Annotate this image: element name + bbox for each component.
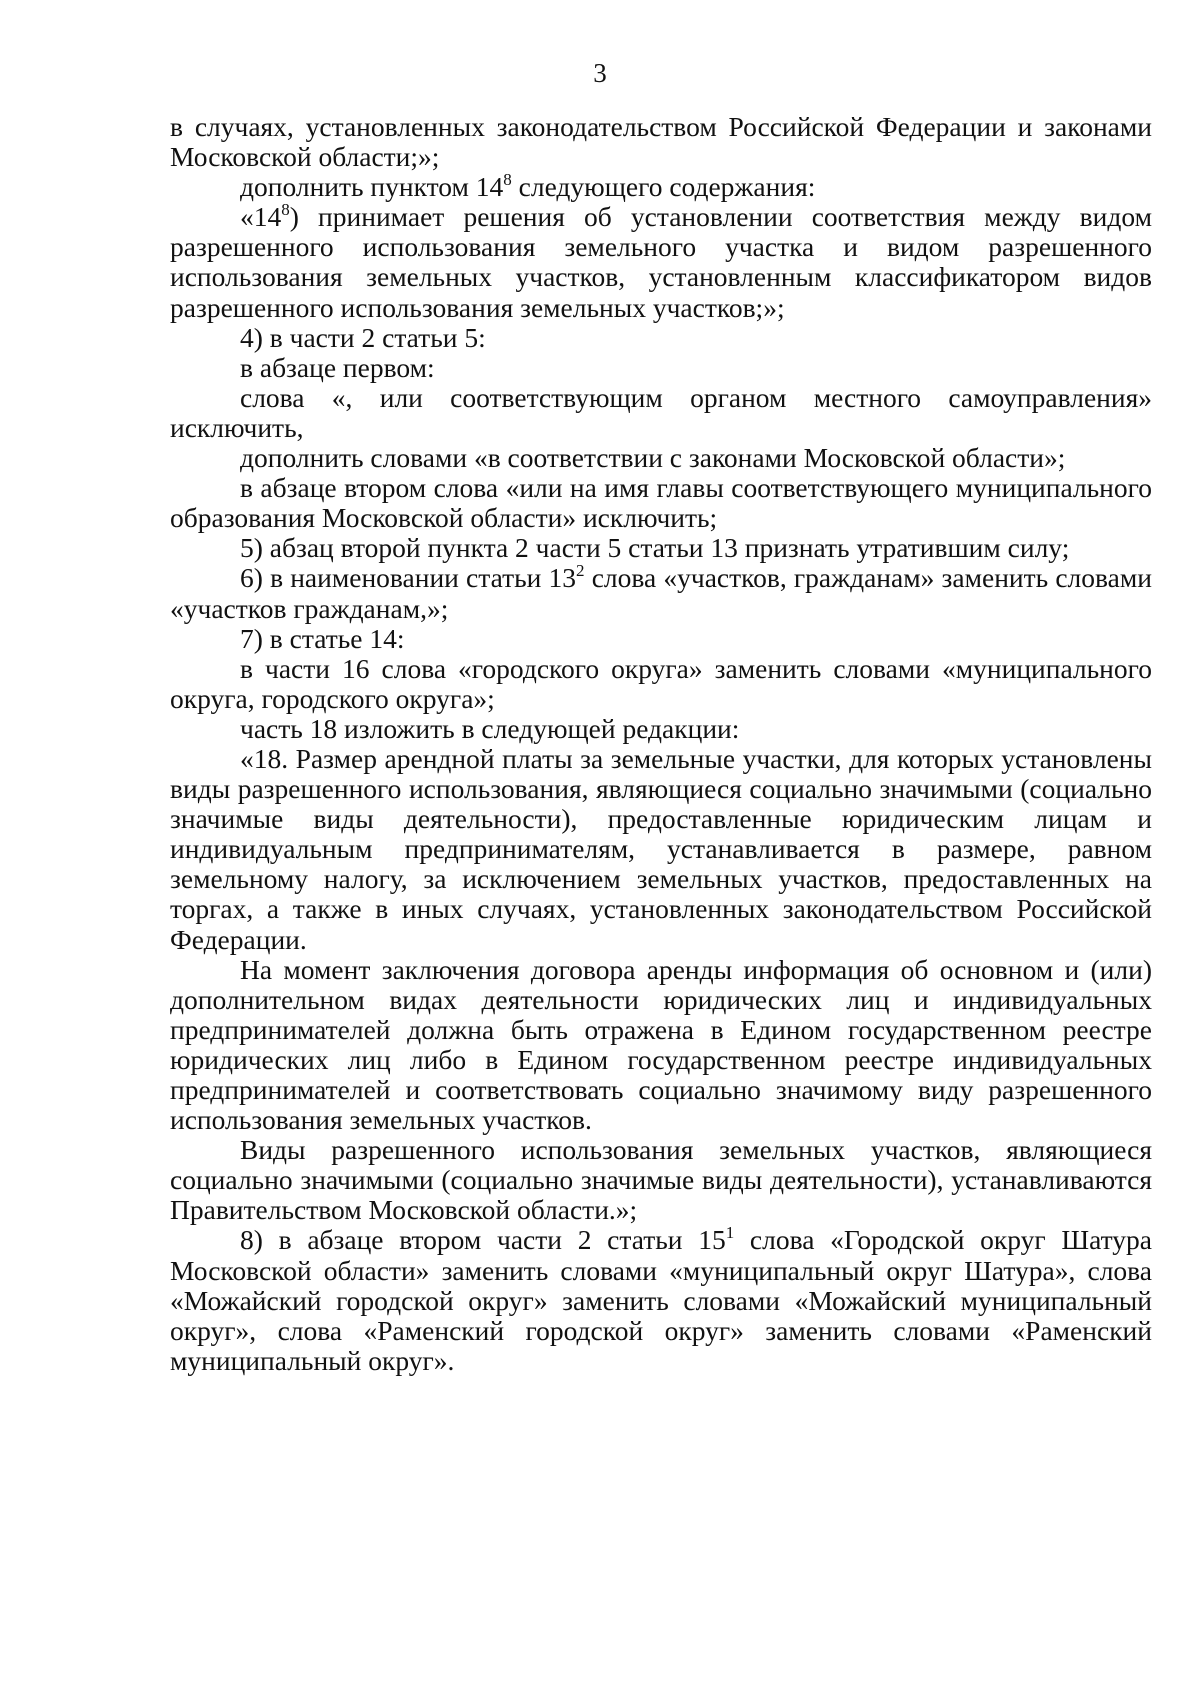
- paragraph: [170, 202, 1152, 322]
- paragraph-text: 6) в наименовании статьи 13: [240, 562, 577, 594]
- paragraph-text: На момент заключения договора аренды информация об основном и (или) дополнительном видах деятельности юридических лиц и индивидуальных предпринимателей должна быть отражена в Едином государственном реестре юридических лиц либо в Едином государственном реестре индивидуальных предпринимателей и соответствовать социально значимому виду разрешенного использования земельных участков.: [170, 953, 1152, 1136]
- paragraph-text: 5) абзац второй пункта 2 части 5 статьи 13 признать утратившим силу;: [240, 532, 1070, 564]
- paragraph-text: «18. Размер арендной платы за земельные участки, для которых установлены виды разрешенного использования, являющиеся социально значимыми (социально значимые виды деятельности), предоставленные юридическим лицам и индивидуальным предпринимателям, устанавливается в размере, равном земельному налогу, за исключением земельных участков, предоставленных на торгах, а также в иных случаях, установленных законодательством Российской Федерации.: [170, 742, 1152, 955]
- paragraph-text: Виды разрешенного использования земельных участков, являющиеся социально значимыми (социально значимые виды деятельности), устанавливаются Правительством Московской области.»;: [170, 1134, 1152, 1226]
- paragraph-text: дополнить пунктом 14: [240, 171, 504, 203]
- paragraph: [170, 1135, 1152, 1225]
- superscript: 8: [281, 200, 290, 220]
- paragraph: [170, 624, 1152, 654]
- superscript: 2: [576, 561, 585, 581]
- paragraph: [170, 654, 1152, 714]
- paragraph: [170, 383, 1152, 443]
- paragraph-text-after: следующего содержания:: [511, 171, 816, 203]
- paragraph: [170, 353, 1152, 383]
- paragraph: [170, 112, 1152, 172]
- paragraph: [170, 323, 1152, 353]
- paragraph: [170, 172, 1152, 202]
- paragraph: [170, 563, 1152, 623]
- paragraph-text: «14: [240, 201, 282, 233]
- paragraph-text: 7) в статье 14:: [240, 622, 405, 654]
- paragraph: [170, 955, 1152, 1136]
- paragraph-text: 8) в абзаце втором части 2 статьи 15: [240, 1224, 726, 1256]
- paragraph-text: 4) в части 2 статьи 5:: [240, 321, 486, 353]
- paragraph: [170, 533, 1152, 563]
- paragraph-text: в абзаце втором слова «или на имя главы соответствующего муниципального образования Московской области» исключить;: [170, 472, 1152, 534]
- paragraph: [170, 473, 1152, 533]
- paragraph-text: в части 16 слова «городского округа» заменить словами «муниципального округа, городского округа»;: [170, 652, 1152, 714]
- paragraph-text: в абзаце первом:: [240, 351, 435, 383]
- paragraph-text: в случаях, установленных законодательством Российской Федерации и законами Московской области;»;: [170, 111, 1152, 173]
- paragraph: [170, 744, 1152, 955]
- superscript: 8: [503, 170, 512, 190]
- paragraph-text: часть 18 изложить в следующей редакции:: [240, 712, 740, 744]
- page-number: 3: [593, 58, 607, 88]
- paragraph-text-after: ) принимает решения об установлении соответствия между видом разрешенного использования земельного участка и видом разрешенного использования земельных участков, установленным классификатором видов разрешенного использования земельных участков;»;: [170, 201, 1152, 323]
- paragraph-text: слова «, или соответствующим органом местного самоуправления» исключить,: [170, 381, 1152, 443]
- paragraph-text-after: слова «участков, гражданам» заменить словами «участков гражданам,»;: [170, 562, 1152, 624]
- paragraph: [170, 714, 1152, 744]
- paragraph: [170, 443, 1152, 473]
- superscript: 1: [725, 1223, 735, 1243]
- paragraph-text-after: слова «Городской округ Шатура Московской области» заменить словами «муниципальный округ Шатура», слова «Можайский городской округ» заменить словами «Можайский муниципальный округ», слова «Раменский городской округ» заменить словами «Раменский муниципальный округ».: [170, 1224, 1152, 1376]
- document-body: [170, 112, 1152, 1376]
- paragraph: [170, 1225, 1152, 1375]
- paragraph-text: дополнить словами «в соответствии с законами Московской области»;: [240, 442, 1066, 474]
